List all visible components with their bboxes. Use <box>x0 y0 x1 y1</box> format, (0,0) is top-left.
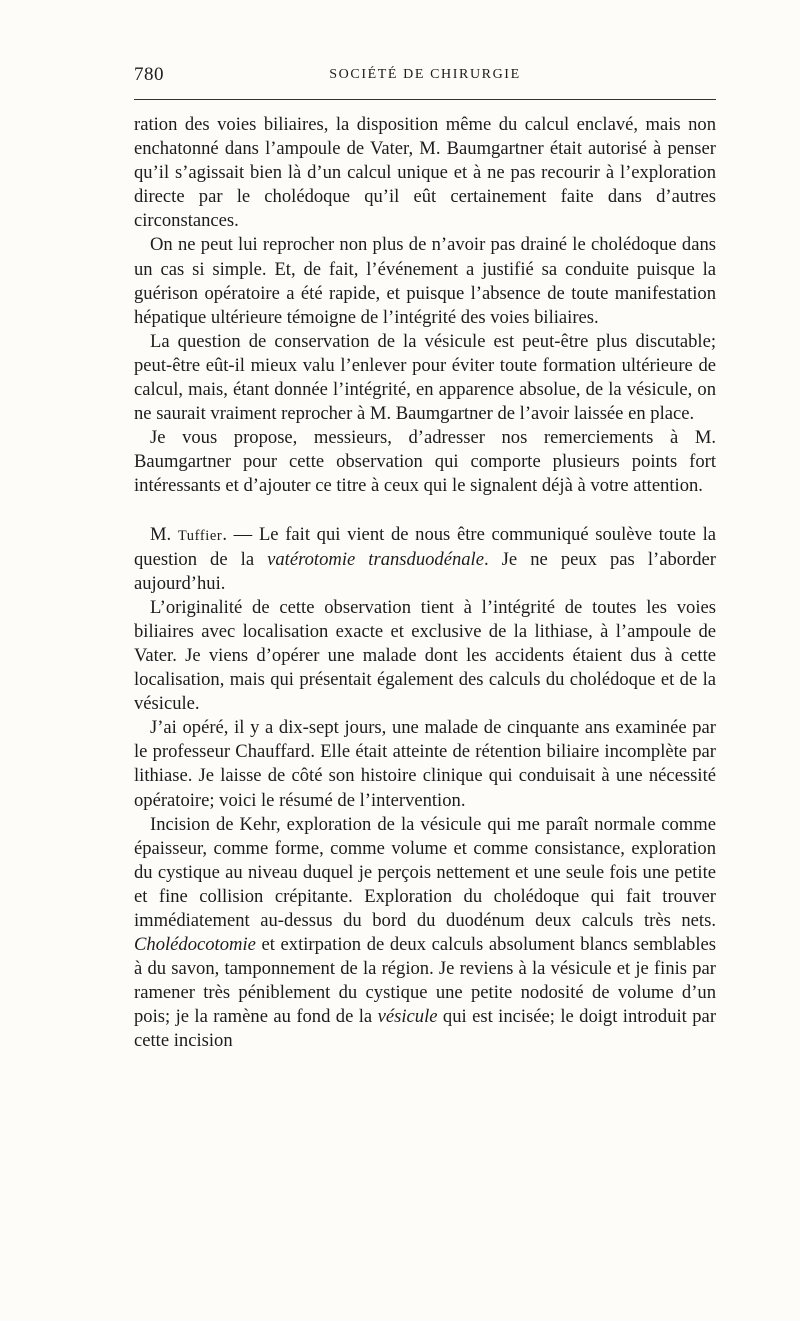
incision-text-a: Incision de Kehr, exploration de la vésicule qui me paraît normale comme épaisseur, comme forme, comme volume et comme consistance, exploration du cystique au niveau duquel je perçois nettement et une seule fois une petite et fine collision crépitante. Exploration du cholédoque qui fait trouver immédiatement au-dessus du bord du duodénum deux calculs très nets. <box>134 813 716 931</box>
incision-text-c: qui est incisée; le doigt introduit par cette incision <box>134 1006 717 1052</box>
paragraph-tuffier-intro <box>134 523 716 596</box>
paragraph-remerciements: Je vous propose, messieurs, d’adresser nos remerciements à M. Baumgartner pour cette observation qui comporte plusieurs points fort intéressants et d’ajouter ce titre à ceux qui le signalent déjà à votre attention. <box>134 427 716 497</box>
paragraph-drainage: On ne peut lui reprocher non plus de n’avoir pas drainé le cholédoque dans un cas si simple. Et, de fait, l’événement a justifié sa conduite puisque la guérison opératoire a été rapide, et puisque l’absence de toute manifestation hépatique ultérieure témoigne de l’intégrité des voies biliaires. <box>134 234 716 328</box>
italic-choledocotomie: Cholédocotomie <box>134 934 256 956</box>
tuffier-text-b: . Je ne peux pas l’aborder aujourd’hui. <box>134 548 716 594</box>
paragraph-vesicule: La question de conservation de la vésicule est peut-être plus discutable; peut-être eût-il mieux valu l’enlever pour éviter toute formation ultérieure de calcul, mais, étant donnée l’intégrité, en apparence absolue, de la vésicule, on ne saurait vraiment reprocher à M. Baumgartner de l’avoir laissée en place. <box>134 330 716 425</box>
paragraph-originalite: L’originalité de cette observation tient à l’intégrité de toutes les voies biliaires avec localisation exacte et exclusive de la lithiase, à l’ampoule de Vater. Je viens d’opérer une malade dont les accidents étaient dus à cette localisation, mais qui présentait également des calculs du cholédoque et de la vésicule. <box>134 596 716 715</box>
tuffier-text-a: . — Le fait qui vient de nous être communiqué soulève toute la question de la <box>134 523 716 570</box>
running-title: SOCIÉTÉ DE CHIRURGIE <box>329 67 521 82</box>
incision-text-b: et extirpation de deux calculs absolument blancs semblables à du savon, tamponnement de la région. Je reviens à la vésicule et je finis par ramener très péniblement du cystique une petite nodosité de volume d’un pois; je la ramène au fond de la <box>134 934 716 1028</box>
paragraph-continuation: ration des voies biliaires, la disposition même du calcul enclavé, mais non enchatonné dans l’ampoule de Vater, M. Baumgartner était autorisé à penser qu’il s’agissait bien là d’un calcul unique et à ne pas recourir à l’exploration directe par le cholédoque qu’il eût certainement faite dans d’autres circonstances. <box>134 114 716 232</box>
italic-vaterotomie: vatérotomie transduodénale <box>267 548 484 570</box>
speaker-name: Tuffier <box>177 527 223 544</box>
italic-vesicule: vésicule <box>377 1006 438 1028</box>
speaker-prefix: M. <box>150 523 178 545</box>
paragraph-incision <box>134 813 716 1054</box>
page-number: 780 <box>134 64 164 85</box>
header-rule <box>134 99 716 100</box>
paragraph-operation: J’ai opéré, il y a dix-sept jours, une malade de cinquante ans examinée par le professeur Chauffard. Elle était atteinte de rétention biliaire incomplète par lithiase. Je laisse de côté son histoire clinique qui conduisait à une nécessité opératoire; voici le résumé de l’intervention. <box>134 717 716 811</box>
page-header <box>134 64 716 86</box>
section-gap <box>134 499 716 523</box>
body-text <box>134 113 716 1054</box>
